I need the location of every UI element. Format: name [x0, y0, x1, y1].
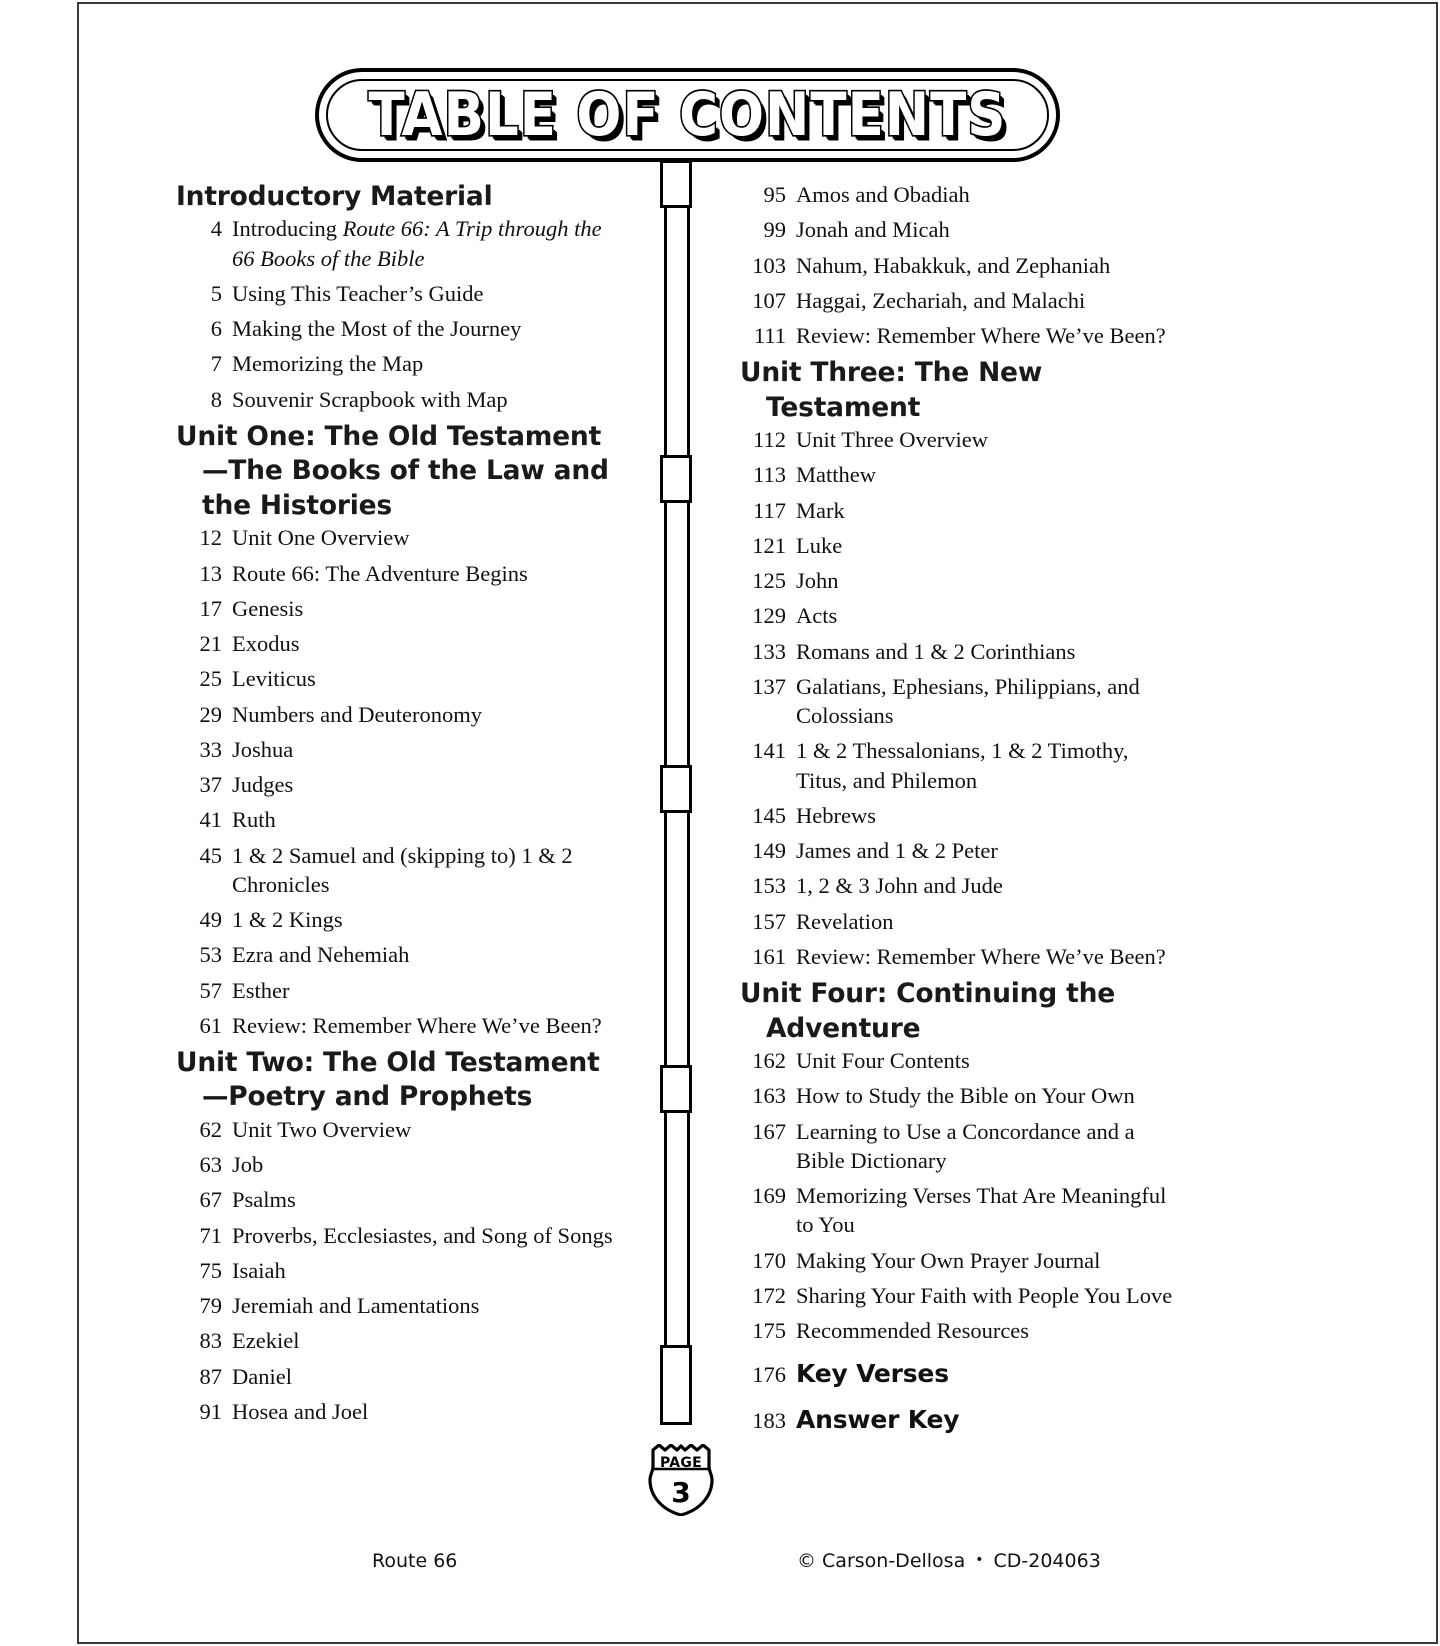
toc-entry[interactable] — [176, 805, 616, 834]
toc-entry-page-number: 5 — [210, 280, 222, 306]
section-heading: Introductory Material — [176, 181, 493, 212]
toc-entry-list — [740, 1046, 1180, 1436]
toc-entry-title: Jonah and Micah — [796, 217, 950, 243]
toc-entry[interactable] — [740, 942, 1180, 971]
toc-entry-page-number: 29 — [199, 701, 222, 727]
toc-entry[interactable] — [740, 1281, 1180, 1310]
toc-entry-title: Recommended Resources — [796, 1318, 1030, 1343]
toc-entry-title: Introducing Route 66: A Trip through the 66 Books of the Bible — [232, 216, 602, 271]
toc-entry-page-number: 53 — [199, 942, 222, 968]
toc-entry-page-number: 71 — [199, 1222, 222, 1248]
toc-entry-title: Proverbs, Ecclesiastes, and Song of Songs — [232, 1222, 613, 1248]
toc-entry-page-number: 17 — [199, 595, 222, 621]
toc-entry-list — [176, 1115, 616, 1426]
toc-entry-title: 1 & 2 Kings — [232, 907, 343, 932]
toc-entry-title: Route 66: The Adventure Begins — [232, 560, 528, 586]
toc-entry-page-number: 91 — [199, 1398, 222, 1424]
toc-entry[interactable] — [176, 1362, 616, 1391]
toc-entry-page-number: 13 — [199, 560, 222, 586]
toc-entry[interactable] — [740, 736, 1180, 795]
toc-entry[interactable] — [740, 531, 1180, 560]
toc-entry-page-number: 162 — [752, 1048, 786, 1073]
toc-entry-page-number: 133 — [752, 638, 786, 664]
toc-entry-page-number: 129 — [752, 603, 786, 629]
toc-entry-page-number: 12 — [199, 525, 222, 551]
toc-entry-page-number: 83 — [199, 1328, 222, 1354]
toc-entry[interactable] — [176, 314, 616, 343]
toc-entry[interactable] — [176, 940, 616, 969]
toc-entry-title: 1, 2 & 3 John and Jude — [796, 873, 1003, 899]
toc-entry-page-number: 67 — [199, 1187, 222, 1213]
toc-entry-title: Amos and Obadiah — [796, 182, 970, 207]
toc-entry-title: Unit One Overview — [232, 525, 410, 551]
toc-entry-title: Acts — [796, 603, 838, 629]
toc-entry-page-number: 125 — [752, 568, 786, 594]
footer-separator-dot: • — [975, 1552, 984, 1568]
toc-entry-page-number: 153 — [752, 873, 786, 899]
toc-entry-page-number: 21 — [199, 631, 222, 656]
toc-entry[interactable] — [740, 1046, 1180, 1075]
toc-entry-title: Review: Remember Where We’ve Been? — [796, 323, 1166, 348]
toc-entry-title: 1 & 2 Samuel and (skipping to) 1 & 2 Chronicles — [232, 842, 573, 897]
product-code: CD-204063 — [993, 1550, 1101, 1572]
toc-entry-page-number: 37 — [199, 772, 222, 797]
toc-entry[interactable] — [740, 251, 1180, 280]
toc-entry-page-number: 175 — [752, 1318, 786, 1343]
toc-entry-title: Making Your Own Prayer Journal — [796, 1247, 1101, 1273]
toc-entry[interactable] — [740, 1081, 1180, 1110]
toc-entry-title: Genesis — [232, 595, 304, 621]
toc-entry-page-number: 87 — [199, 1363, 222, 1389]
toc-entry-page-number: 49 — [199, 907, 222, 932]
toc-entry-title: Ezekiel — [232, 1328, 300, 1354]
toc-entry[interactable] — [176, 770, 616, 799]
toc-entry-title: Memorizing the Map — [232, 351, 424, 377]
toc-entry[interactable] — [176, 700, 616, 729]
shield-page-number: 3 — [671, 1476, 691, 1509]
toc-entry[interactable] — [740, 286, 1180, 315]
toc-entry-title: Galatians, Ephesians, Philippians, and Colossians — [796, 673, 1140, 729]
toc-entry-page-number: 183 — [752, 1407, 786, 1433]
toc-entry[interactable] — [176, 976, 616, 1005]
toc-entry-title: Hebrews — [796, 802, 876, 828]
toc-entry-page-number: 79 — [199, 1293, 222, 1319]
toc-entry-title: Luke — [796, 532, 843, 558]
toc-entry-title-italic: Route 66: A Trip through the 66 Books of the Bible — [232, 216, 602, 271]
page-number-shield — [648, 1444, 714, 1516]
toc-entry-title: Using This Teacher’s Guide — [232, 280, 484, 306]
page-footer — [77, 1540, 1438, 1580]
toc-entry-title: Review: Remember Where We’ve Been? — [796, 943, 1166, 969]
toc-entry-page-number: 112 — [753, 427, 786, 453]
copyright-text: © Carson-Dellosa — [797, 1550, 966, 1572]
toc-entry-title: Souvenir Scrapbook with Map — [232, 386, 508, 412]
post-joint — [660, 1345, 692, 1425]
toc-entry-page-number: 149 — [752, 838, 786, 864]
toc-entry[interactable] — [740, 801, 1180, 830]
toc-entry-title: Unit Two Overview — [232, 1116, 412, 1142]
toc-entry-page-number: 145 — [752, 802, 786, 828]
signpost-post — [660, 160, 692, 1422]
toc-entry[interactable] — [176, 1185, 616, 1214]
toc-entry-title: Daniel — [232, 1363, 292, 1389]
section-heading: Unit Two: The Old Testament—Poetry and Prophets — [176, 1047, 600, 1113]
toc-entry[interactable] — [176, 523, 616, 552]
toc-entry-title: Review: Remember Where We’ve Been? — [232, 1012, 602, 1038]
toc-entry-title: Ezra and Nehemiah — [232, 942, 410, 968]
toc-entry[interactable] — [176, 1326, 616, 1355]
toc-entry[interactable] — [740, 1404, 1180, 1437]
toc-entry-page-number: 163 — [752, 1083, 786, 1109]
toc-entry-title: Job — [232, 1152, 264, 1178]
toc-entry-title: Sharing Your Faith with People You Love — [796, 1282, 1173, 1308]
toc-entry[interactable] — [740, 1316, 1180, 1345]
toc-entry-page-number: 75 — [199, 1257, 222, 1283]
toc-entry[interactable] — [740, 601, 1180, 630]
toc-entry-list — [740, 425, 1180, 971]
toc-entry[interactable] — [176, 1011, 616, 1040]
title-sign — [315, 68, 1060, 162]
toc-entry-page-number: 172 — [752, 1282, 786, 1308]
toc-entry-list — [176, 214, 616, 414]
toc-entry-title: Esther — [232, 977, 290, 1003]
toc-entry[interactable] — [740, 425, 1180, 454]
toc-entry-title: Memorizing Verses That Are Meaningful to You — [796, 1183, 1167, 1238]
toc-entry-title: Learning to Use a Concordance and a Bible Dictionary — [796, 1118, 1135, 1173]
toc-entry-page-number: 161 — [752, 943, 786, 969]
toc-entry-page-number: 57 — [199, 977, 222, 1003]
toc-entry[interactable] — [740, 672, 1180, 731]
toc-entry-page-number: 169 — [752, 1183, 786, 1208]
toc-entry-title: Psalms — [232, 1187, 296, 1213]
post-joint — [660, 1065, 692, 1113]
toc-entry[interactable] — [740, 871, 1180, 900]
toc-column-left — [176, 180, 616, 1432]
toc-entry-title: Numbers and Deuteronomy — [232, 701, 482, 727]
toc-entry-title: Matthew — [796, 462, 876, 488]
toc-entry-page-number: 121 — [752, 532, 786, 558]
page-title: TABLE OF CONTENTS — [368, 80, 1007, 150]
toc-entry-title: Isaiah — [232, 1257, 286, 1283]
toc-entry-page-number: 157 — [752, 908, 786, 934]
shield-label: PAGE — [659, 1455, 703, 1471]
toc-entry[interactable] — [176, 214, 616, 273]
toc-entry-title: Unit Four Contents — [796, 1048, 970, 1073]
toc-entry-page-number: 61 — [199, 1012, 222, 1038]
toc-entry-title: Ruth — [232, 807, 276, 833]
toc-entry[interactable] — [176, 1256, 616, 1285]
toc-entry-page-number: 33 — [199, 736, 222, 762]
post-joint — [660, 160, 692, 208]
toc-entry-title: Revelation — [796, 908, 894, 934]
toc-entry-title: Haggai, Zechariah, and Malachi — [796, 287, 1086, 313]
toc-entry-page-number: 62 — [199, 1116, 222, 1142]
section-heading: Unit One: The Old Testament—The Books of the Law and the Histories — [176, 420, 609, 521]
toc-entry-page-number: 45 — [199, 842, 222, 868]
toc-entry[interactable] — [176, 279, 616, 308]
toc-entry-page-number: 113 — [753, 462, 786, 488]
toc-entry-title: Judges — [232, 772, 294, 797]
toc-entry-title: Romans and 1 & 2 Corinthians — [796, 638, 1076, 664]
toc-entry-page-number: 117 — [753, 497, 786, 523]
toc-entry-title: Key Verses — [796, 1359, 949, 1389]
toc-entry[interactable] — [176, 1115, 616, 1144]
toc-entry-title: 1 & 2 Thessalonians, 1 & 2 Timothy, Titus, and Philemon — [796, 738, 1129, 793]
toc-entry-page-number: 41 — [199, 807, 222, 833]
toc-column-right — [740, 180, 1180, 1442]
toc-entry[interactable] — [740, 215, 1180, 244]
toc-entry[interactable] — [176, 1221, 616, 1250]
toc-entry-list — [176, 523, 616, 1040]
toc-entry-title: Jeremiah and Lamentations — [232, 1293, 480, 1319]
toc-entry-page-number: 137 — [752, 673, 786, 699]
toc-entry[interactable] — [176, 385, 616, 414]
toc-entry-page-number: 7 — [210, 351, 222, 377]
post-joint — [660, 765, 692, 813]
toc-entry[interactable] — [176, 1397, 616, 1426]
toc-entry[interactable] — [740, 907, 1180, 936]
toc-entry-page-number: 6 — [210, 316, 222, 342]
toc-entry[interactable] — [740, 1246, 1180, 1275]
toc-entry-title: Unit Three Overview — [796, 427, 989, 453]
toc-entry[interactable] — [740, 321, 1180, 350]
toc-entry-title: Leviticus — [232, 666, 316, 692]
toc-entry-title: Making the Most of the Journey — [232, 316, 522, 342]
toc-entry-page-number: 103 — [752, 252, 786, 278]
toc-entry[interactable] — [176, 559, 616, 588]
toc-entry[interactable] — [176, 594, 616, 623]
toc-entry-page-number: 107 — [752, 287, 786, 313]
toc-entry[interactable] — [740, 460, 1180, 489]
toc-entry-page-number: 63 — [199, 1152, 222, 1178]
toc-entry-page-number: 111 — [753, 323, 786, 348]
toc-entry[interactable] — [176, 1150, 616, 1179]
toc-entry[interactable] — [176, 1291, 616, 1320]
toc-entry-title: James and 1 & 2 Peter — [796, 838, 998, 864]
toc-entry-page-number: 8 — [210, 386, 222, 412]
toc-entry[interactable] — [176, 841, 616, 900]
section-heading: Unit Three: The New Testament — [740, 357, 1043, 423]
toc-entry[interactable] — [176, 905, 616, 934]
toc-entry[interactable] — [740, 637, 1180, 666]
toc-entry[interactable] — [740, 1358, 1180, 1391]
toc-entry[interactable] — [176, 349, 616, 378]
toc-entry-title: Hosea and Joel — [232, 1398, 369, 1424]
toc-entry[interactable] — [740, 1181, 1180, 1240]
toc-entry[interactable] — [740, 1117, 1180, 1176]
footer-series-label: Route 66 — [372, 1550, 458, 1572]
toc-entry-title: Exodus — [232, 631, 300, 656]
toc-entry-title: Mark — [796, 497, 845, 523]
toc-entry[interactable] — [176, 664, 616, 693]
toc-entry[interactable] — [740, 180, 1180, 209]
title-sign-inner-border — [326, 79, 1049, 151]
post-joint — [660, 455, 692, 503]
toc-entry-title: Nahum, Habakkuk, and Zephaniah — [796, 252, 1111, 278]
section-heading: Unit Four: Continuing the Adventure — [740, 978, 1116, 1044]
toc-entry-title: John — [796, 568, 839, 594]
toc-entry[interactable] — [740, 836, 1180, 865]
toc-entry-page-number: 25 — [199, 666, 222, 692]
toc-entry-page-number: 4 — [210, 216, 222, 242]
toc-entry-page-number: 170 — [752, 1247, 786, 1273]
toc-entry[interactable] — [740, 566, 1180, 595]
toc-entry-page-number: 167 — [752, 1118, 786, 1144]
toc-entry-page-number: 141 — [752, 738, 786, 764]
toc-entry-page-number: 95 — [763, 182, 786, 207]
toc-entry[interactable] — [176, 629, 616, 658]
toc-entry[interactable] — [740, 496, 1180, 525]
toc-entry[interactable] — [176, 735, 616, 764]
toc-entry-title: Answer Key — [796, 1404, 960, 1434]
toc-entry-page-number: 176 — [752, 1362, 786, 1388]
toc-entry-title: How to Study the Bible on Your Own — [796, 1083, 1135, 1109]
toc-entry-page-number: 99 — [763, 217, 786, 243]
toc-entry-title: Joshua — [232, 736, 294, 762]
toc-entry-list — [740, 180, 1180, 350]
footer-copyright — [797, 1550, 1101, 1572]
